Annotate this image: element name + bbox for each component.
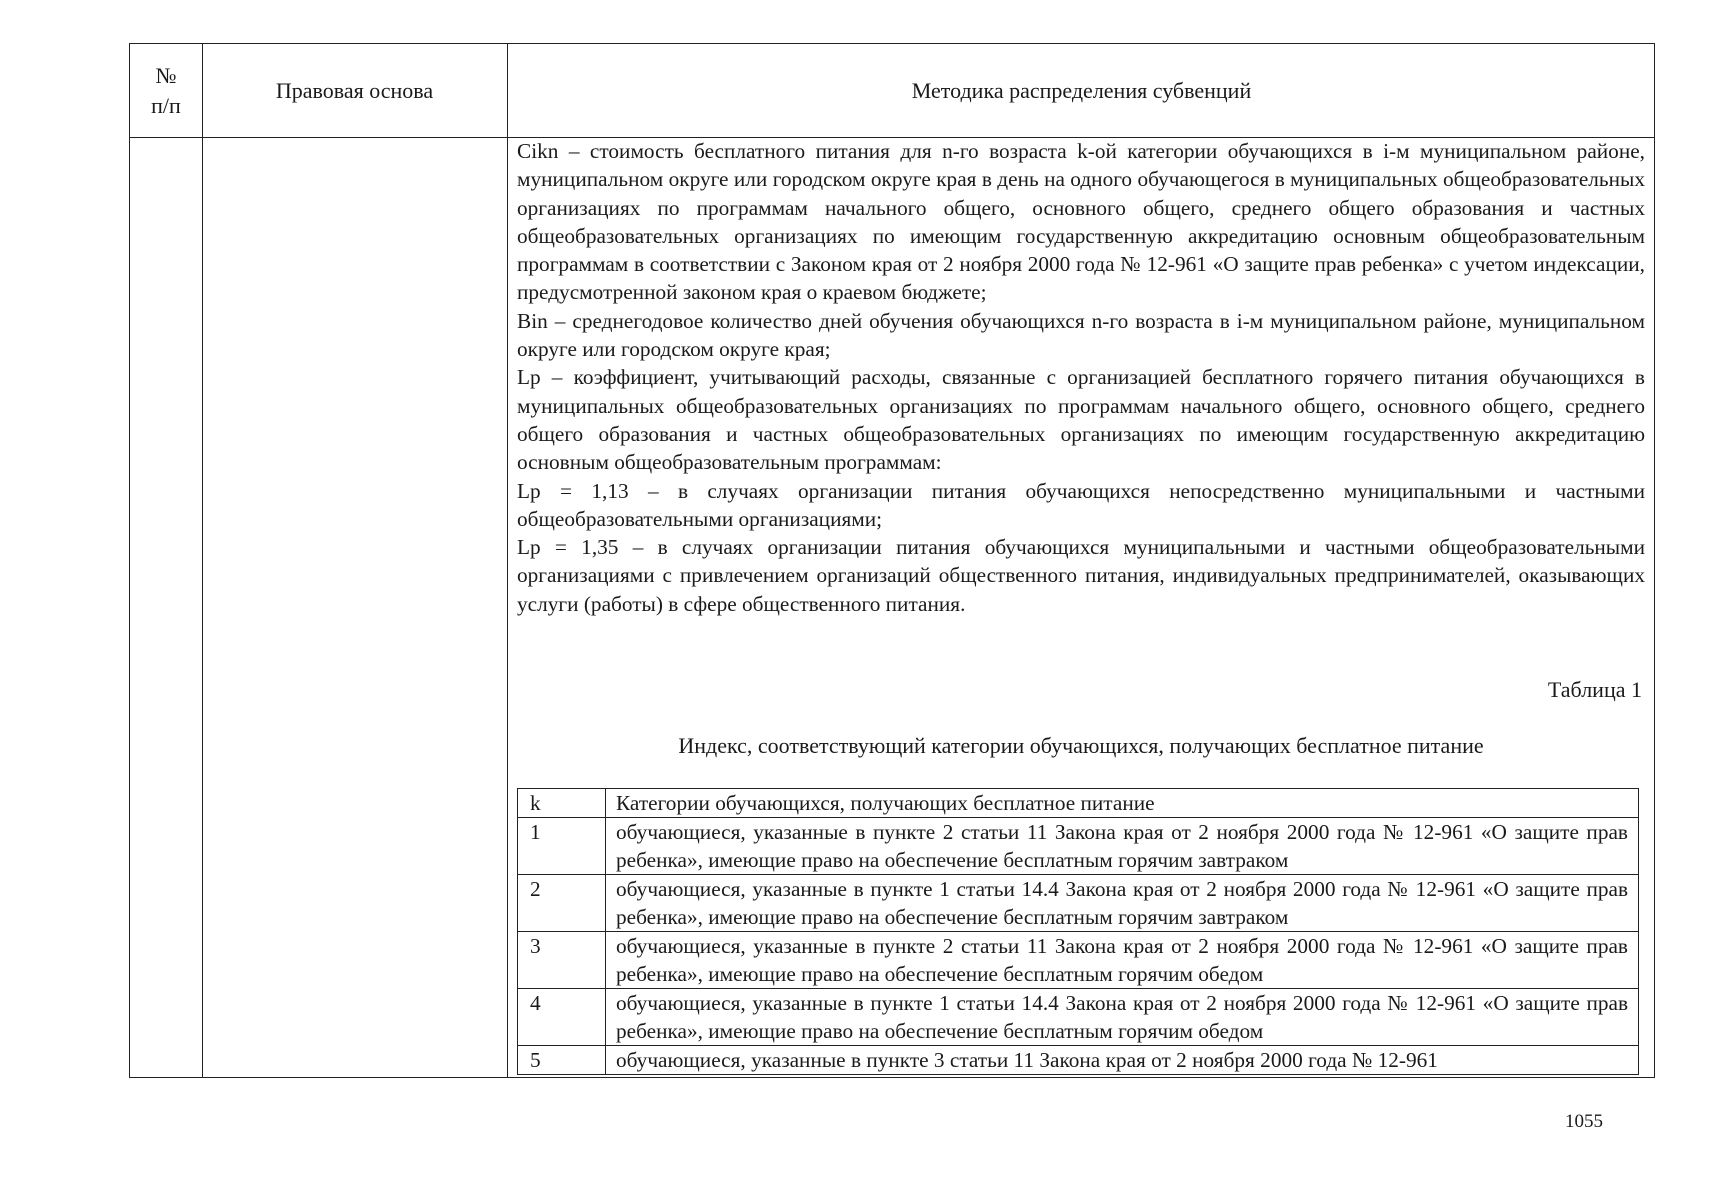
paragraph-lp-135: Lp = 1,35 – в случаях организации питания обучающихся муниципальными и частными общеобразовательными организациями с привлечением организаций общественного питания, индивидуальных предпринимателей, оказывающих услуги (работы) в сфере общественного питания. [517, 535, 1645, 616]
column-divider [507, 44, 508, 1077]
row-text: обучающиеся, указанные в пункте 2 статьи 11 Закона края от 2 ноября 2000 года № 12-961 «О защите прав ребенка», имеющие право на обеспечение бесплатным горячим завтраком [606, 818, 1639, 875]
row-text: обучающиеся, указанные в пункте 1 статьи 14.4 Закона края от 2 ноября 2000 года № 12-961 «О защите прав ребенка», имеющие право на обеспечение бесплатным горячим завтраком [606, 875, 1639, 932]
table-label: Таблица 1 [1547, 677, 1642, 702]
row-k: 1 [518, 818, 606, 875]
column-divider [202, 44, 203, 1077]
table-header-category: Категории обучающихся, получающих бесплатное питание [606, 789, 1639, 818]
paragraph-lp: Lp – коэффициент, учитывающий расходы, связанные с организацией бесплатного горячего питания обучающихся в муниципальных общеобразовательных организациях по программам начального общего, основного общего, среднего общего образования и частных общеобразовательных организациях по имеющим государственную аккредитацию основным общеобразовательным программам: [517, 365, 1645, 475]
paragraph-lp-113: Lp = 1,13 – в случаях организации питания обучающихся непосредственно муниципальными и частными общеобразовательными организациями; [517, 478, 1645, 531]
table-header-k: k [518, 789, 606, 818]
paragraph-cikn: Cikn – стоимость бесплатного питания для n-го возраста k-ой категории обучающихся в i-м муниципальном районе, муниципальном округе или городском округе края в день на одного обучающегося в муниципальных общеобразовательных организациях по программам начального общего, основного общего, среднего общего образования и частных общеобразовательных организациях по имеющим государственную аккредитацию основным общеобразовательным программам в соответствии с Законом края от 2 ноября 2000 года № 12-961 «О защите прав ребенка» с учетом индексации, предусмотренной законом края о краевом бюджете; [517, 139, 1645, 305]
table-row [518, 818, 1639, 875]
row-text: обучающиеся, указанные в пункте 1 статьи 14.4 Закона края от 2 ноября 2000 года № 12-961 «О защите прав ребенка», имеющие право на обеспечение бесплатным горячим обедом [606, 989, 1639, 1046]
table-row [518, 1046, 1639, 1075]
header-col-method [507, 44, 1656, 137]
table-header-row [518, 789, 1639, 818]
header-col-number-label: № п/п [151, 62, 181, 118]
table-title: Индекс, соответствующий категории обучающихся, получающих бесплатное питание [678, 733, 1484, 758]
paragraph-bin: Bin – среднегодовое количество дней обучения обучающихся n-го возраста в i-м муниципальном районе, муниципальном округе или городском округе края; [517, 308, 1645, 362]
header-col-method-label: Методика распределения субвенций [911, 77, 1252, 103]
page-number: 1055 [1565, 1111, 1603, 1132]
table-row [518, 875, 1639, 932]
method-text [517, 137, 1645, 618]
row-k: 5 [518, 1046, 606, 1075]
header-col-basis [202, 44, 507, 137]
table-row [518, 932, 1639, 989]
header-col-basis-label: Правовая основа [275, 77, 434, 103]
row-text: обучающиеся, указанные в пункте 2 статьи 11 Закона края от 2 ноября 2000 года № 12-961 «О защите прав ребенка», имеющие право на обеспечение бесплатным горячим обедом [606, 932, 1639, 989]
row-k: 2 [518, 875, 606, 932]
row-k: 3 [518, 932, 606, 989]
row-text: обучающиеся, указанные в пункте 3 статьи 11 Закона края от 2 ноября 2000 года № 12-961 [606, 1046, 1639, 1075]
table-row [518, 989, 1639, 1046]
row-k: 4 [518, 989, 606, 1046]
header-col-number [130, 44, 202, 137]
category-index-table [517, 788, 1639, 1075]
